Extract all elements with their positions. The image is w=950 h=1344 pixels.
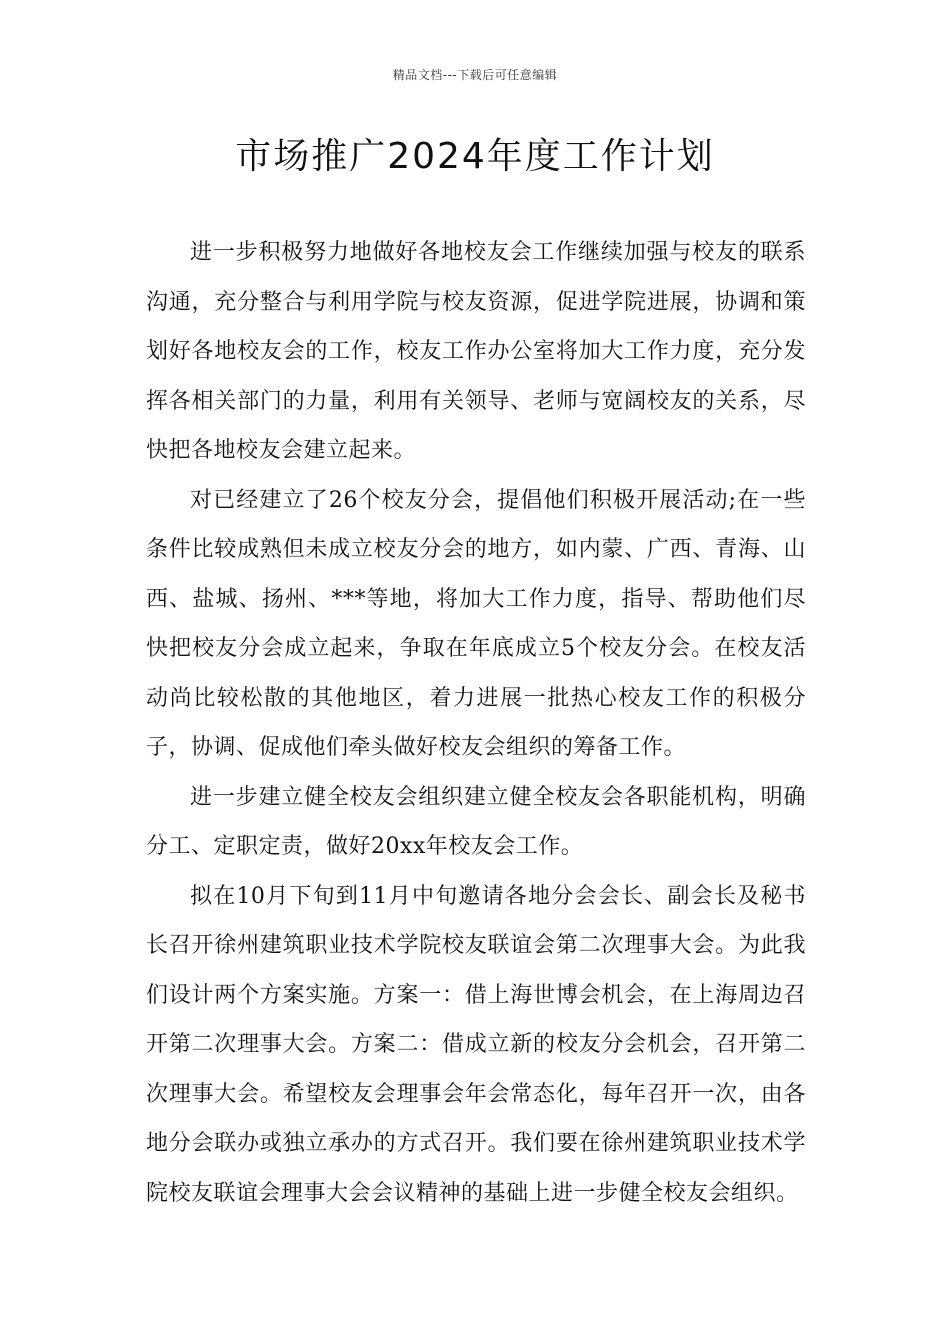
- document-title: 市场推广2024年度工作计划: [235, 136, 715, 177]
- paragraph: 对已经建立了26个校友分会，提倡他们积极开展活动;在一些条件比较成熟但未成立校友分会的地方，如内蒙、广西、青海、山西、盐城、扬州、***等地，将加大工作力度，指导、帮助他们尽快把校友分会成立起来，争取在年底成立5个校友分会。在校友活动尚比较松散的其他地区，着力进展一批热心校友工作的积极分子，协调、促成他们牵头做好校友会组织的筹备工作。: [146, 487, 806, 760]
- document-body: [146, 228, 806, 1218]
- header-note: 精品文档---下载后可任意编辑: [392, 68, 558, 82]
- paragraph: 拟在10月下旬到11月中旬邀请各地分会会长、副会长及秘书长召开徐州建筑职业技术学院校友联谊会第二次理事大会。为此我们设计两个方案实施。方案一：借上海世博会机会，在上海周边召开第二次理事大会。方案二：借成立新的校友分会机会，召开第二次理事大会。希望校友会理事会年会常态化，每年召开一次，由各地分会联办或独立承办的方式召开。我们要在徐州建筑职业技术学院校友联谊会理事大会会议精神的基础上进一步健全校友会组织。: [146, 883, 806, 1206]
- paragraph: 进一步建立健全校友会组织建立健全校友会各职能机构，明确分工、定职定责，做好20xx年校友会工作。: [146, 784, 806, 859]
- paragraph: 进一步积极努力地做好各地校友会工作继续加强与校友的联系沟通，充分整合与利用学院与校友资源，促进学院进展，协调和策划好各地校友会的工作，校友工作办公室将加大工作力度，充分发挥各相关部门的力量，利用有关领导、老师与宽阔校友的关系，尽快把各地校友会建立起来。: [146, 240, 806, 463]
